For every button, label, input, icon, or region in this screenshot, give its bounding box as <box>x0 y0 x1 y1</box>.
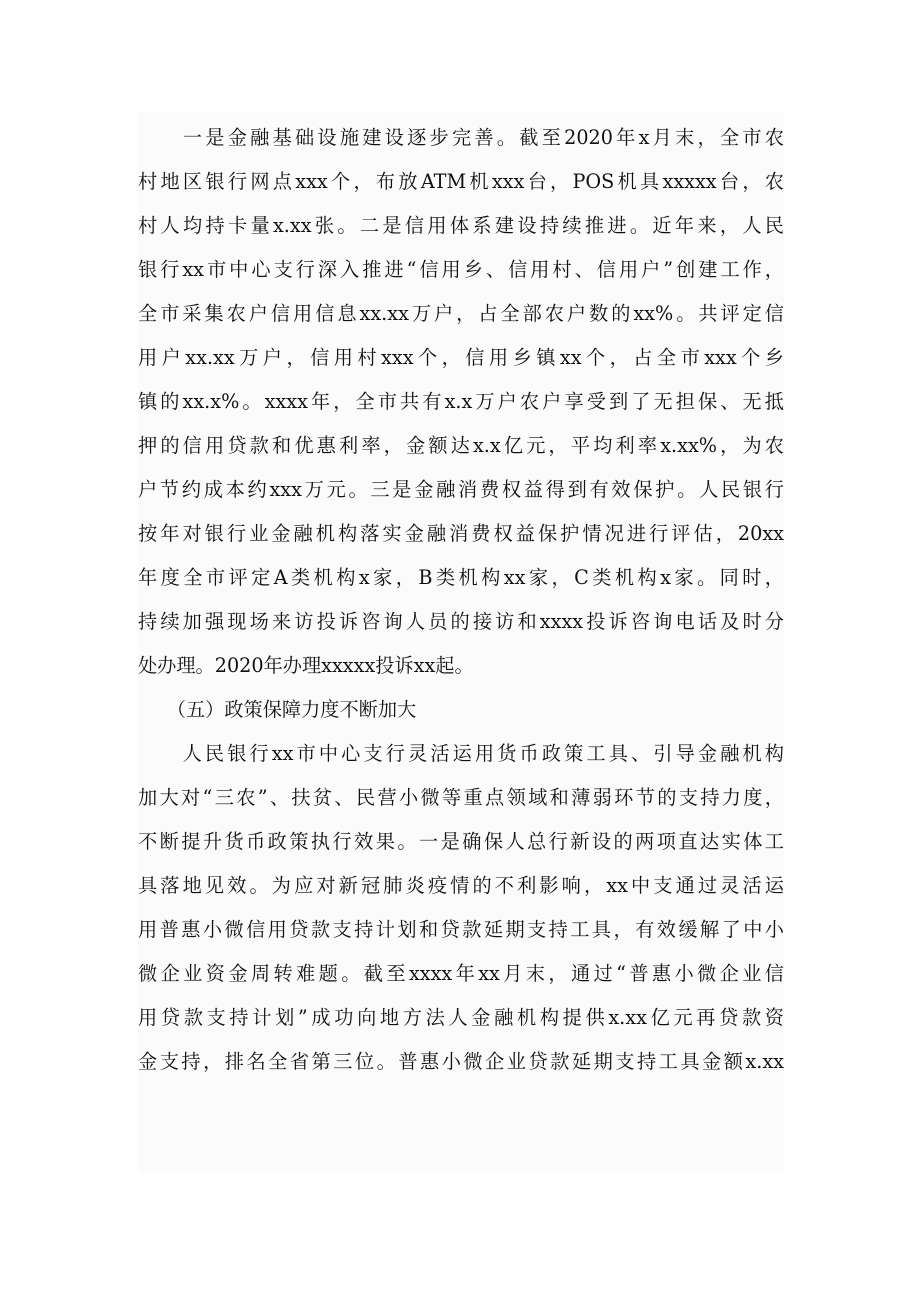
paragraph-line: 按年对银行业金融机构落实金融消费权益保护情况进行评估，20xx <box>138 522 784 545</box>
paragraph-line: 金支持，排名全省第三位。普惠小微企业贷款延期支持工具金额x.xx <box>138 1050 784 1073</box>
paragraph-line: 人民银行xx市中心支行灵活运用货币政策工具、引导金融机构 <box>138 742 784 765</box>
paragraph-line: 村人均持卡量x.xx张。二是信用体系建设持续推进。近年来，人民 <box>138 214 784 237</box>
paragraph-line: 户节约成本约xxx万元。三是金融消费权益得到有效保护。人民银行 <box>138 478 784 501</box>
paragraph-line: 不断提升货币政策执行效果。一是确保人总行新设的两项直达实体工 <box>138 830 784 853</box>
paragraph-line: 银行xx市中心支行深入推进“信用乡、信用村、信用户”创建工作， <box>138 258 784 281</box>
paragraph-line: 加大对“三农”、扶贫、民营小微等重点领域和薄弱环节的支持力度， <box>138 786 784 809</box>
paragraph-line: 镇的xx.x%。xxxx年，全市共有x.x万户农户享受到了无担保、无抵 <box>138 390 784 413</box>
paragraph-line: 村地区银行网点xxx个，布放ATM机xxx台，POS机具xxxxx台，农 <box>138 170 784 193</box>
paragraph-line: 具落地见效。为应对新冠肺炎疫情的不利影响，xx中支通过灵活运 <box>138 874 784 897</box>
paragraph-line: 全市采集农户信用信息xx.xx万户，占全部农户数的xx%。共评定信 <box>138 302 784 325</box>
paragraph-line: 用普惠小微信用贷款支持计划和贷款延期支持工具，有效缓解了中小 <box>138 918 784 941</box>
paragraph-line: 用贷款支持计划”成功向地方法人金融机构提供x.xx亿元再贷款资 <box>138 1006 784 1029</box>
paragraph-line: 用户xx.xx万户，信用村xxx个，信用乡镇xx个，占全市xxx个乡 <box>138 346 784 369</box>
paragraph-line: 年度全市评定A类机构x家，B类机构xx家，C类机构x家。同时， <box>138 566 784 589</box>
paragraph-line: 处办理。2020年办理xxxxx投诉xx起。 <box>138 654 474 677</box>
paragraph-line: 微企业资金周转难题。截至xxxx年xx月末，通过“普惠小微企业信 <box>138 962 784 985</box>
paragraph-line: 持续加强现场来访投诉咨询人员的接访和xxxx投诉咨询电话及时分 <box>138 610 784 633</box>
section-heading: （五）政策保障力度不断加大 <box>138 698 417 721</box>
paragraph-line: 一是金融基础设施建设逐步完善。截至2020年x月末，全市农 <box>138 126 784 149</box>
document-body <box>138 112 784 1172</box>
paragraph-line: 押的信用贷款和优惠利率，金额达x.x亿元，平均利率x.xx%，为农 <box>138 434 784 457</box>
